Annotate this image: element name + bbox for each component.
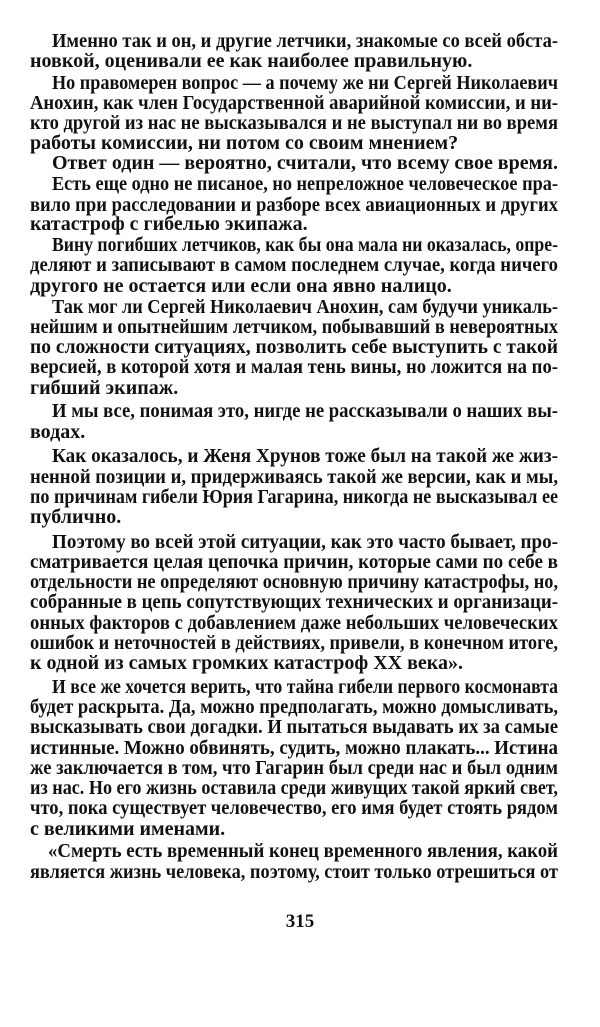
text-line: к одной из самых громких катастроф XX века». (30, 652, 463, 674)
text-line: Есть еще одно не писаное, но непреложное человеческое пра- (52, 173, 558, 195)
text-line: Именно так и он, и другие летчики, знакомые со всей обста- (52, 30, 559, 52)
text-line: ошибок и неточностей в действиях, привели, в конечном итоге, (30, 632, 558, 654)
text-line: вило при расследовании и разборе всех авиационных и других (30, 194, 559, 216)
text-line: «Смерть есть временный конец временного явления, какой (48, 840, 558, 862)
text-line: водах. (30, 421, 86, 443)
text-line: по сложности ситуациях, позволить себе выступить с такой (30, 336, 558, 358)
text-line: из нас. Но его жизнь оставила среди живущих такой яркий свет, (30, 777, 558, 799)
text-line: нейшим и опытнейшим летчиком, побывавший в невероятных (30, 316, 558, 338)
text-line: по причинам гибели Юрия Гагарина, никогда не высказывал ее (30, 486, 559, 508)
text-line: отдельности не определяют основную причину катастрофы, но, (30, 571, 559, 593)
text-line: версией, в которой хотя и малая тень вины, но ложится на по- (30, 356, 559, 378)
text-line: И все же хочется верить, что тайна гибели первого космонавта (52, 676, 559, 698)
text-line: И мы все, понимая это, нигде не рассказывали о наших вы- (52, 400, 559, 422)
text-line: работы комиссии, ни потом со своим мнением? (30, 132, 459, 154)
text-line: истинные. Можно обвинять, судить, можно плакать... Истина (30, 737, 558, 759)
text-line: катастроф с гибелью экипажа. (30, 213, 308, 235)
text-line: Поэтому во всей этой ситуации, как это часто бывает, про- (52, 531, 558, 553)
text-line: Так мог ли Сергей Николаевич Анохин, сам будучи уникаль- (52, 296, 558, 318)
text-line: Но правомерен вопрос — а почему же ни Сергей Николаевич (52, 72, 558, 94)
text-line: Как оказалось, и Женя Хрунов тоже был на такой же жиз- (52, 445, 558, 467)
text-line: кто другой из нас не высказывался и не выступал ни во время (30, 112, 559, 134)
text-line: будет раскрыта. Да, можно предполагать, можно домысливать, (30, 696, 559, 718)
text-line: Ответ один — вероятно, считали, что всему свое время. (52, 152, 558, 174)
text-line: же заключается в том, что Гагарин был среди нас и был одним (30, 757, 558, 779)
text-line: публично. (30, 506, 122, 528)
text-line: является жизнь человека, поэтому, стоит только отрешиться от (30, 861, 558, 883)
text-line: что, пока существует человечество, его имя будет стоять рядом (30, 797, 558, 819)
text-line: собранные в цепь сопутствующих технических и организаци- (30, 591, 558, 613)
text-line: другого не остается или если она явно налицо. (30, 275, 452, 297)
text-line: сматривается целая цепочка причин, которые сами по себе в (30, 551, 559, 573)
text-line: онных факторов с добавлением даже небольших человеческих (30, 612, 558, 634)
text-line: ненной позиции и, придерживаясь такой же версии, как и мы, (30, 466, 558, 488)
text-line: гибший экипаж. (30, 377, 179, 399)
text-line: новкой, оценивали ее как наиболее правильную. (30, 50, 473, 72)
text-line: деляют и записывают в самом последнем случае, когда ничего (30, 254, 558, 276)
text-line: с великими именами. (30, 818, 226, 840)
text-line: Анохин, как член Государственной аварийной комиссии, и ни- (30, 92, 559, 114)
text-line: Вину погибших летчиков, как бы она мала ни оказалась, опре- (52, 234, 558, 256)
page-number: 315 (285, 911, 315, 932)
text-line: высказывать свои догадки. И пытаться выдавать их за самые (30, 716, 559, 738)
